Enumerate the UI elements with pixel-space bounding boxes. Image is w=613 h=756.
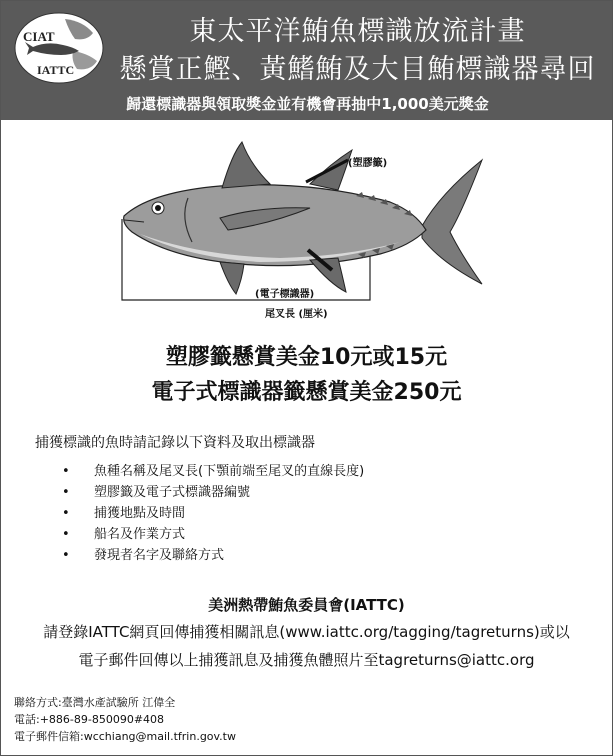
instructions-list xyxy=(62,461,364,566)
contact-email: 電子郵件信箱:wcchiang@mail.tfrin.gov.tw xyxy=(14,730,236,743)
contact-phone: 電話:+886-89-850090#408 xyxy=(14,713,165,726)
title-line-2: 懸賞正鰹、黃鰭鮪及大目鮪標識器尋回 xyxy=(119,54,596,85)
organization-name: 美洲熱帶鮪魚委員會(IATTC) xyxy=(208,596,405,614)
bullet-icon: • xyxy=(62,464,70,479)
website-instruction: 請登錄IATTC網頁回傳捕獲相關訊息(www.iattc.org/tagging/tagreturns)或以 xyxy=(43,623,570,641)
list-item: • 塑膠籤及電子式標識器編號 xyxy=(62,482,364,503)
list-item: • 捕獲地點及時間 xyxy=(62,503,364,524)
email-instruction: 電子郵件回傳以上捕獲訊息及捕獲魚體照片至tagreturns@iattc.org xyxy=(78,651,535,669)
plastic-tag-label: (塑膠籤) xyxy=(348,158,388,169)
list-item: • 發現者名字及聯絡方式 xyxy=(62,545,364,566)
fork-length-label: 尾叉長 (厘米) xyxy=(265,309,328,320)
list-item: • 魚種名稱及尾叉長(下顎前端至尾叉的直線長度) xyxy=(62,461,364,482)
logo-bottom-text: IATTC xyxy=(37,63,75,77)
bullet-icon: • xyxy=(62,506,70,521)
logo-top-text: CIAT xyxy=(23,29,55,44)
reward-electronic-tag: 電子式標識器籤懸賞美金250元 xyxy=(151,380,462,405)
subtitle: 歸還標識器與領取獎金並有機會再抽中1,000美元獎金 xyxy=(126,95,489,113)
instructions-intro: 捕獲標識的魚時請記錄以下資料及取出標識器 xyxy=(35,435,315,451)
iattc-logo xyxy=(13,11,105,85)
title-line-1: 東太平洋鮪魚標識放流計畫 xyxy=(189,16,526,47)
bullet-icon: • xyxy=(62,527,70,542)
contact-person: 聯絡方式:臺灣水產試驗所 江偉全 xyxy=(14,696,176,709)
bullet-icon: • xyxy=(62,548,70,563)
header-banner xyxy=(1,1,612,120)
list-item: • 船名及作業方式 xyxy=(62,524,364,545)
bullet-icon: • xyxy=(62,485,70,500)
electronic-tag-label: (電子標識器) xyxy=(255,289,315,300)
contact-info xyxy=(14,694,236,745)
reward-plastic-tag: 塑膠籤懸賞美金10元或15元 xyxy=(165,345,448,370)
